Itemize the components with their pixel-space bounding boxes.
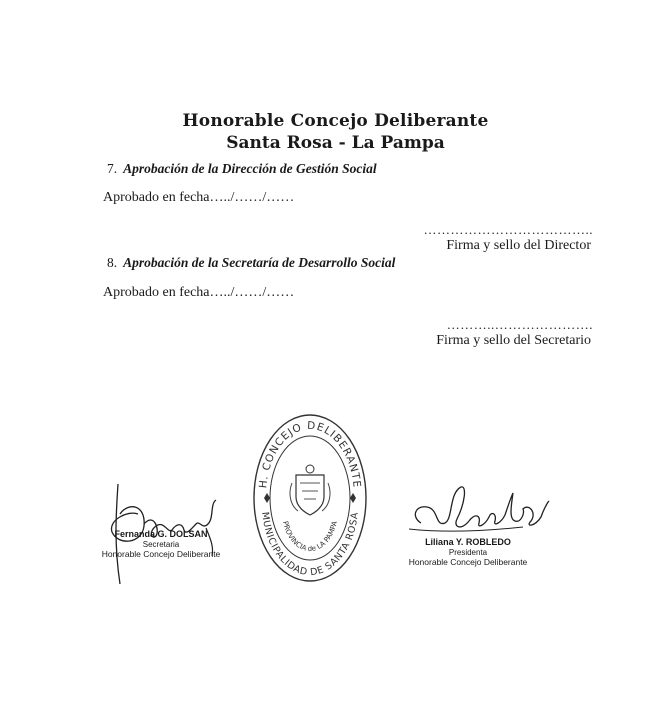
document-heading-line1: Honorable Concejo Deliberante [182, 111, 489, 131]
coat-of-arms-icon [290, 465, 330, 515]
handwritten-signature-right [405, 483, 555, 543]
signatory-right [403, 537, 533, 568]
seal-top-text: H. CONCEJO DELIBERANTE [257, 419, 363, 489]
section-7-approval-date: Aprobado en fecha…../……/…… [103, 190, 295, 205]
section-8-signature-label: Firma y sello del Secretario [436, 333, 591, 348]
signatory-name: Fernanda G. DOLSAN [114, 529, 208, 539]
svg-text:PROVINCIA de LA PAMPA [281, 520, 339, 553]
section-8-signature-line: ………..…………………. [446, 317, 593, 332]
signatory-organization: Honorable Concejo Deliberante [101, 549, 221, 560]
section-7-signature-line: ……………………………….. [423, 222, 593, 237]
signatory-role: Secretaria [142, 539, 180, 549]
signatory-role: Presidenta [448, 547, 488, 557]
section-title-text: Aprobación de la Dirección de Gestión Social [123, 161, 377, 176]
section-8-approval-date: Aprobado en fecha…../……/…… [103, 285, 295, 300]
seal-inner-text: PROVINCIA de LA PAMPA [281, 520, 339, 554]
signatory-name: Liliana Y. ROBLEDO [425, 537, 511, 547]
section-number: 8. [107, 255, 118, 270]
seal-bottom-text: MUNICIPALIDAD DE SANTA ROSA [259, 511, 361, 579]
section-7-title [107, 161, 377, 177]
section-8-title [107, 255, 395, 271]
svg-text:MUNICIPALIDAD DE SANTA ROSA [259, 511, 361, 578]
section-number: 7. [107, 161, 118, 176]
signatory-left [96, 529, 226, 560]
document-heading-line2: Santa Rosa - La Pampa [226, 133, 445, 153]
official-seal [252, 413, 368, 583]
section-7-signature-label: Firma y sello del Director [446, 238, 591, 253]
svg-text:H. CONCEJO DELIBERANTE [257, 420, 363, 489]
section-title-text: Aprobación de la Secretaría de Desarrollo Social [123, 255, 396, 270]
signatory-organization: Honorable Concejo Deliberante [408, 557, 528, 568]
